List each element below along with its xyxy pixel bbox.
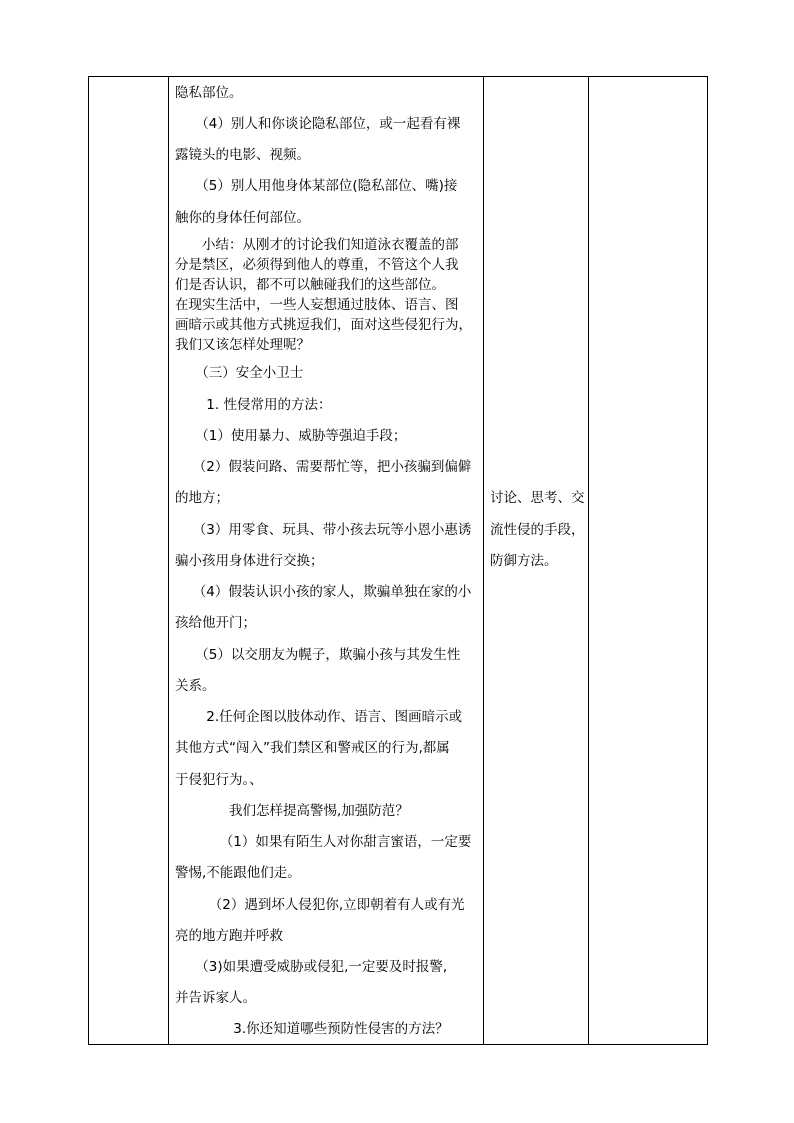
activity-line: 流性侵的手段，: [490, 522, 585, 538]
content-line: （3)如果遭受威胁或侵犯,一定要及时报警,: [175, 959, 448, 975]
content-line: 1. 性侵常用的方法：: [175, 397, 332, 413]
content-line: （2）假装问路、需要帮忙等，把小孩骗到偏僻: [175, 459, 472, 475]
content-line: 触你的身体任何部位。: [175, 210, 310, 226]
content-line: 亮的地方跑并呼救: [175, 928, 283, 944]
empty-cell-right: [589, 77, 708, 1045]
teaching-content-cell: [169, 77, 484, 1045]
content-line: 我们又该怎样处理呢？: [175, 337, 310, 353]
content-line: （5）以交朋友为幌子，欺骗小孩与其发生性: [175, 647, 461, 663]
lesson-plan-table: [88, 76, 708, 1045]
content-line: 3.你还知道哪些预防性侵害的方法？: [175, 1021, 449, 1037]
content-line: （4）别人和你谈论隐私部位，或一起看有裸: [175, 116, 461, 132]
content-line: （1）如果有陌生人对你甜言蜜语，一定要: [175, 834, 472, 850]
content-line: 分是禁区，必须得到他人的尊重，不管这个人我: [175, 257, 459, 273]
table-row: [89, 77, 708, 1045]
content-line: 露镜头的电影、视频。: [175, 147, 310, 163]
content-line: 关系。: [175, 678, 216, 694]
content-line: （5）别人用他身体某部位(隐私部位、嘴)接: [175, 178, 458, 194]
content-line: 2.任何企图以肢体动作、语言、图画暗示或: [175, 709, 463, 725]
content-line: （4）假装认识小孩的家人，欺骗单独在家的小: [175, 584, 472, 600]
content-line: 并告诉家人。: [175, 990, 256, 1006]
content-line: 骗小孩用身体进行交换；: [175, 553, 324, 569]
section-heading: （三）安全小卫士: [175, 365, 304, 381]
content-line: 于侵犯行为。、: [175, 772, 263, 788]
teaching-content: [169, 77, 483, 1044]
content-line: 其他方式“闯入”我们禁区和警戒区的行为,都属: [175, 740, 450, 756]
content-line: 我们怎样提高警惕,加强防范？: [175, 803, 409, 819]
content-line: 在现实生活中，一些人妄想通过肢体、语言、图: [175, 297, 459, 313]
empty-cell-left: [89, 77, 169, 1045]
activity-line: 防御方法。: [490, 553, 558, 569]
content-line: 警惕,不能跟他们走。: [175, 865, 301, 881]
content-line: 孩给他开门；: [175, 615, 256, 631]
content-line: （2）遇到坏人侵犯你,立即朝着有人或有光: [175, 897, 465, 913]
content-line: 隐私部位。: [175, 85, 243, 101]
content-line: 们是否认识，都不可以触碰我们的这些部位。: [175, 277, 445, 293]
content-line: （1）使用暴力、威胁等强迫手段；: [175, 428, 407, 444]
activity-line: 讨论、思考、交: [490, 490, 585, 506]
content-line: 小结：从刚才的讨论我们知道泳衣覆盖的部: [175, 237, 459, 253]
content-line: 的地方；: [175, 490, 229, 506]
student-activity: [484, 77, 588, 1044]
content-line: （3）用零食、玩具、带小孩去玩等小恩小惠诱: [175, 522, 472, 538]
student-activity-cell: [484, 77, 589, 1045]
content-line: 画暗示或其他方式挑逗我们，面对这些侵犯行为，: [175, 317, 472, 333]
